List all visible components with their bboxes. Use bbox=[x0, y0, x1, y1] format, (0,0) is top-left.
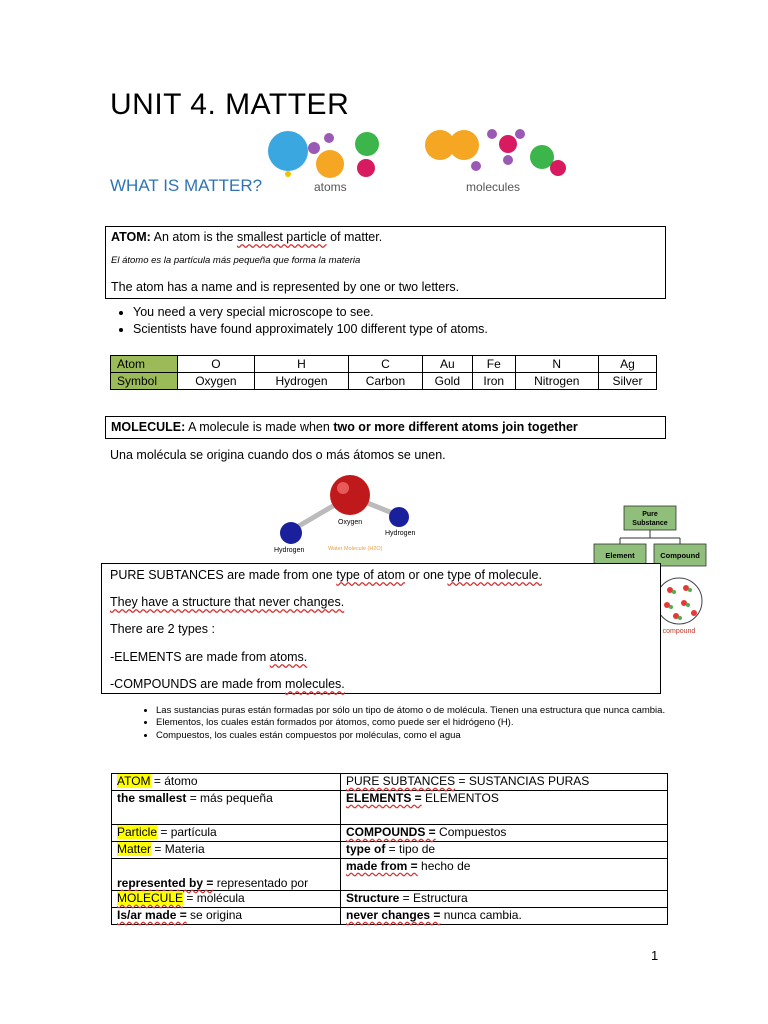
vocab-term: Compuestos bbox=[435, 825, 507, 839]
vocab-term: nunca cambia. bbox=[440, 908, 522, 922]
table-cell: H bbox=[254, 356, 348, 373]
vocabulary-table bbox=[111, 773, 668, 925]
vocab-term: representado por bbox=[213, 876, 309, 890]
molecule-purple-c bbox=[515, 129, 525, 139]
compound-caption: compound bbox=[662, 628, 696, 635]
table-cell bbox=[112, 842, 341, 859]
table-cell bbox=[112, 774, 341, 791]
atom-yellow-dot bbox=[285, 171, 291, 177]
vocab-term: = Materia bbox=[151, 842, 205, 856]
atom-representation-line: The atom has a name and is represented by one or two letters. bbox=[111, 280, 460, 294]
table-cell: Gold bbox=[422, 373, 472, 390]
atom-green-circle bbox=[355, 132, 379, 156]
molecule-green bbox=[530, 145, 554, 169]
table-cell bbox=[341, 791, 668, 825]
table-cell: Carbon bbox=[349, 373, 422, 390]
table-cell: Oxygen bbox=[178, 373, 255, 390]
vocab-term: MOLECULE bbox=[117, 891, 184, 905]
water-caption: Water Molecule (H2O) bbox=[328, 546, 383, 552]
vocab-term: Matter bbox=[117, 842, 152, 856]
table-row bbox=[112, 774, 668, 791]
diagram-element-label: Element bbox=[605, 551, 635, 560]
vocab-term: se origina bbox=[186, 908, 243, 922]
atom-orange-circle bbox=[316, 150, 344, 178]
table-cell: Fe bbox=[473, 356, 516, 373]
list-item: • Las sustancias puras están formadas por sólo un tipo de átomo o de molécula. Tienen una estructura que nunca cambia. bbox=[156, 705, 676, 717]
types-line: There are 2 types : bbox=[110, 622, 215, 636]
atom-symbol-table bbox=[110, 355, 657, 390]
vocab-term: ELEMENTOS bbox=[421, 791, 499, 805]
atoms-label: atoms bbox=[314, 180, 347, 194]
vocab-term: = partícula bbox=[157, 825, 217, 839]
water-molecule-illustration bbox=[268, 470, 428, 560]
table-cell bbox=[341, 825, 668, 842]
structure-line: They have a structure that never changes. bbox=[110, 595, 345, 609]
molecule-orange-right bbox=[449, 130, 479, 160]
molecule-definition-box bbox=[105, 416, 666, 439]
atoms-molecules-illustration bbox=[262, 126, 572, 198]
elements-line: -ELEMENTS are made from atoms. bbox=[110, 650, 308, 664]
atom-facts-list bbox=[113, 303, 653, 339]
table-cell bbox=[341, 908, 668, 925]
table-row bbox=[112, 891, 668, 908]
table-cell: Nitrogen bbox=[515, 373, 598, 390]
table-header-atom: Atom bbox=[111, 356, 178, 373]
molecule-definition-line: MOLECULE: A molecule is made when two or more different atoms join together bbox=[111, 420, 578, 434]
table-cell: O bbox=[178, 356, 255, 373]
vocab-term: ELEMENTS = bbox=[346, 791, 422, 805]
table-cell: C bbox=[349, 356, 422, 373]
vocab-term: Structure bbox=[346, 891, 400, 905]
table-cell: Hydrogen bbox=[254, 373, 348, 390]
table-cell: Au bbox=[422, 356, 472, 373]
table-header-symbol: Symbol bbox=[111, 373, 178, 390]
table-row bbox=[112, 791, 668, 825]
vocab-term: type of bbox=[346, 842, 386, 856]
vocab-term: = Estructura bbox=[399, 891, 468, 905]
vocab-term: = molécula bbox=[183, 891, 245, 905]
molecule-label: MOLECULE: bbox=[111, 420, 186, 434]
table-row bbox=[112, 908, 668, 925]
compounds-line: -COMPOUNDS are made from molecules. bbox=[110, 677, 345, 691]
table-cell: N bbox=[515, 356, 598, 373]
list-item: • Scientists have found approximately 100 different type of atoms. bbox=[133, 322, 653, 337]
table-cell bbox=[341, 859, 668, 891]
vocab-term: = tipo de bbox=[385, 842, 436, 856]
molecule-purple-b bbox=[487, 129, 497, 139]
hydrogen-right-label: Hydrogen bbox=[385, 530, 416, 537]
diagram-compound-label: Compound bbox=[660, 551, 700, 560]
atom-definition-box bbox=[105, 226, 666, 299]
molecules-graphic bbox=[425, 129, 566, 176]
atom-label: ATOM: bbox=[111, 230, 151, 244]
table-cell bbox=[112, 859, 341, 891]
hydrogen-atom-right bbox=[389, 507, 409, 527]
page-number: 1 bbox=[651, 948, 659, 963]
vocab-term: = más pequeña bbox=[186, 791, 273, 805]
atom-purple-small-circle bbox=[324, 133, 334, 143]
oxygen-atom-circle bbox=[330, 475, 370, 515]
hydrogen-atom-left bbox=[280, 522, 302, 544]
list-item: • You need a very special microscope to see. bbox=[133, 305, 653, 320]
vocab-term: the smallest bbox=[117, 791, 187, 805]
table-cell bbox=[341, 842, 668, 859]
hydrogen-left-label: Hydrogen bbox=[274, 547, 305, 554]
vocab-term: made from = bbox=[346, 859, 418, 873]
pure-substances-line: PURE SUBTANCES are made from one type of atom or one type of molecule. bbox=[110, 568, 542, 582]
list-item: • Elementos, los cuales están formados por átomos, como puede ser el hidrógeno (H). bbox=[156, 717, 676, 729]
page-title: UNIT 4. MATTER bbox=[110, 88, 350, 121]
atom-definition-es: El átomo es la partícula más pequeña que forma la materia bbox=[111, 255, 361, 266]
section-subtitle: WHAT IS MATTER? bbox=[110, 176, 263, 195]
vocab-term: Is/ar made = bbox=[117, 908, 187, 922]
table-cell bbox=[341, 891, 668, 908]
table-row bbox=[112, 859, 668, 891]
spanish-notes-list bbox=[136, 705, 676, 742]
molecule-definition-es: Una molécula se origina cuando dos o más átomos se unen. bbox=[110, 448, 446, 462]
vocab-term: = SUSTANCIAS PURAS bbox=[455, 774, 590, 788]
vocab-term: hecho de bbox=[417, 859, 471, 873]
vocab-term: ATOM bbox=[117, 774, 151, 788]
table-cell bbox=[112, 791, 341, 825]
table-row bbox=[111, 356, 657, 373]
table-row bbox=[112, 825, 668, 842]
list-item: • Compuestos, los cuales están compuestos por moléculas, como el agua bbox=[156, 730, 676, 742]
vocab-term: COMPOUNDS = bbox=[346, 825, 436, 839]
vocab-term: = átomo bbox=[150, 774, 198, 788]
table-cell: Silver bbox=[598, 373, 656, 390]
molecule-magenta-b bbox=[550, 160, 566, 176]
diagram-top-label: Pure bbox=[642, 511, 658, 518]
molecules-label: molecules bbox=[466, 180, 521, 194]
molecule-magenta-a bbox=[499, 135, 517, 153]
atom-blue-circle bbox=[268, 131, 308, 171]
table-row bbox=[112, 842, 668, 859]
svg-text:Substance: Substance bbox=[632, 520, 668, 527]
molecule-purple-d bbox=[503, 155, 513, 165]
vocab-term: Particle bbox=[117, 825, 158, 839]
table-cell: Ag bbox=[598, 356, 656, 373]
atom-magenta-circle bbox=[357, 159, 375, 177]
vocab-term: represented by = bbox=[117, 876, 214, 890]
table-row bbox=[111, 373, 657, 390]
vocab-term: PURE SUBTANCES bbox=[346, 774, 456, 788]
table-cell: Iron bbox=[473, 373, 516, 390]
table-cell bbox=[341, 774, 668, 791]
atom-purple-circle bbox=[308, 142, 320, 154]
vocab-term: never changes = bbox=[346, 908, 441, 922]
oxygen-label: Oxygen bbox=[338, 519, 363, 526]
atoms-graphic bbox=[268, 131, 379, 178]
table-cell bbox=[112, 908, 341, 925]
pure-substances-box bbox=[101, 563, 661, 694]
table-cell bbox=[112, 825, 341, 842]
molecule-purple-a bbox=[471, 161, 481, 171]
atom-definition-line: ATOM: An atom is the smallest particle of matter. bbox=[111, 230, 383, 244]
table-cell bbox=[112, 891, 341, 908]
smallest-particle-term: smallest particle bbox=[236, 230, 327, 244]
